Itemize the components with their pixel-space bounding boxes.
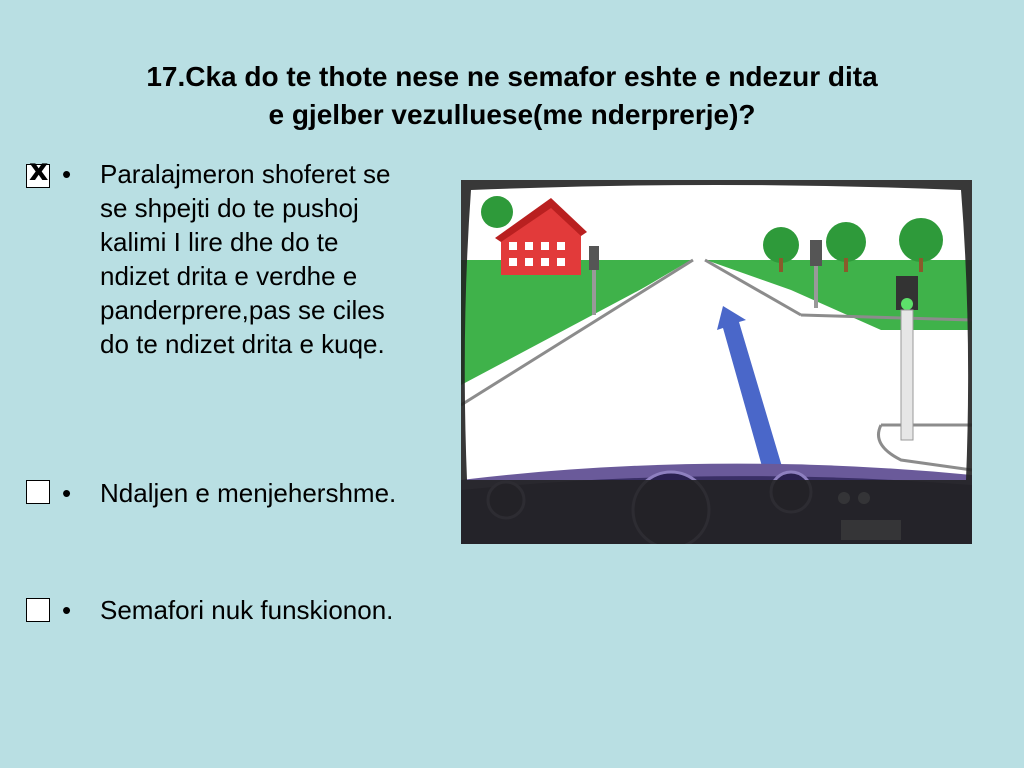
answer-1-checkbox[interactable] — [26, 153, 50, 188]
answer-3-text: Semafori nuk funskionon. — [100, 595, 394, 625]
answer-2-checkbox[interactable] — [26, 480, 50, 504]
bullet: • — [62, 478, 72, 508]
question-title-line-2: e gjelber vezulluese(me nderprerje)? — [268, 99, 756, 130]
answer-3-checkbox[interactable] — [26, 598, 50, 622]
road-scene-illustration — [461, 180, 972, 544]
bullet: • — [62, 595, 72, 625]
answer-1-text: Paralajmeron shoferet se se shpejti do te pushoj kalimi I lire dhe do te ndizet drita e verdhe e panderprere,pas se ciles do te ndizet drita e kuqe. — [100, 159, 391, 359]
question-title — [40, 58, 984, 134]
road-traffic-light-icon — [461, 180, 972, 544]
check-x-icon: x — [29, 153, 49, 188]
question-title-line-1: 17.Cka do te thote nese ne semafor eshte e ndezur dita — [146, 61, 878, 92]
answer-2-text: Ndaljen e menjehershme. — [100, 478, 397, 508]
bullet: • — [62, 159, 72, 189]
